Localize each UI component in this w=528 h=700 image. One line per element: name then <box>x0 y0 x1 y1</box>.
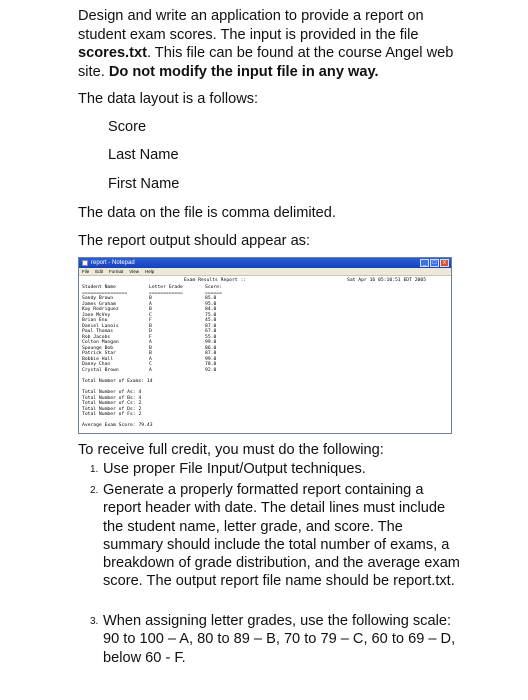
row-letter-grade: B <box>149 345 152 351</box>
row-letter-grade: C <box>149 312 152 318</box>
requirement-3 <box>90 612 473 688</box>
row-letter-grade: A <box>149 356 152 362</box>
rule-score: ====== <box>205 290 222 296</box>
row-student-name: Rob Jacobs <box>82 334 111 340</box>
requirement-text: Use proper File Input/Output techniques. <box>103 461 366 477</box>
report-appear-note: The report output should appear as: <box>78 233 311 249</box>
row-letter-grade: B <box>149 307 152 312</box>
minimize-icon[interactable]: _ <box>420 259 429 267</box>
row-student-name: Jane McVey <box>82 312 111 318</box>
requirement-1 <box>90 460 473 480</box>
row-student-name: Patrick Star <box>82 351 116 356</box>
menu-format[interactable]: Format <box>109 269 124 274</box>
row-score: 67.0 <box>205 329 217 334</box>
breakdown-cs: Total Number of Cs: 2 <box>82 401 142 406</box>
notepad-title-bar <box>79 258 451 268</box>
intro-paragraph <box>78 7 468 81</box>
row-student-name: Sandy Brown <box>82 296 114 301</box>
window-controls <box>420 259 449 267</box>
row-score: 85.0 <box>205 296 217 301</box>
row-student-name: Daniel Lanois <box>82 323 119 329</box>
intro-text: Design and write an application to provide a report on student exam scores. The input is provided in the file <box>78 8 424 43</box>
requirements-heading: To receive full credit, you must do the following: <box>78 442 384 458</box>
menu-view[interactable]: View <box>129 269 139 274</box>
row-score: 84.0 <box>205 307 217 312</box>
layout-heading: The data layout is a follows: <box>78 91 259 107</box>
requirement-number: 1. <box>90 464 99 475</box>
row-letter-grade: D <box>149 329 152 334</box>
row-student-name: Bobbie Hall <box>82 356 114 362</box>
requirement-number: 2. <box>90 485 99 496</box>
average-score: Average Exam Score: 79.43 <box>82 423 153 428</box>
row-letter-grade: B <box>149 296 152 301</box>
row-student-name: Danny Chan <box>82 362 111 367</box>
header-score: Score: <box>205 285 222 290</box>
row-letter-grade: B <box>149 351 152 356</box>
row-score: 78.0 <box>205 362 217 367</box>
menu-help[interactable]: Help <box>144 269 155 274</box>
row-score: 55.0 <box>205 334 217 340</box>
requirement-text: Generate a properly formatted report containing a report header with date. The detail lines must include the student name, letter grade, and score. The summary should include the total number of exams, a breakdown of grade distribution, and the average exam score. The output report file name should be report.txt. <box>103 482 460 590</box>
close-icon[interactable]: x <box>440 259 449 267</box>
header-student-name: Student Name <box>82 285 116 290</box>
menu-file[interactable]: File <box>82 269 90 274</box>
notepad-menu-bar <box>79 268 451 276</box>
report-date: Sat Apr 16 05:10:51 EDT 2005 <box>347 278 427 283</box>
row-student-name: Paul Thomas <box>82 329 114 334</box>
rule-grade: ============ <box>149 290 183 296</box>
row-score: 87.0 <box>205 323 217 329</box>
header-letter-grade: Letter Grade <box>149 285 183 290</box>
rule-name: ================ <box>82 290 128 296</box>
row-score: 95.0 <box>205 301 217 307</box>
row-score: 92.0 <box>205 367 217 373</box>
row-student-name: Spounge Bob <box>82 345 114 351</box>
row-letter-grade: A <box>149 340 152 345</box>
layout-item-score: Score <box>108 119 147 135</box>
breakdown-bs: Total Number of Bs: 4 <box>82 395 142 401</box>
notepad-window <box>78 257 452 434</box>
layout-item-last-name: Last Name <box>108 147 179 163</box>
row-score: 86.0 <box>205 345 217 351</box>
row-score: 45.0 <box>205 318 217 323</box>
row-letter-grade: C <box>149 362 152 367</box>
breakdown-ds: Total Number of Ds: 2 <box>82 406 142 412</box>
row-letter-grade: A <box>149 367 152 373</box>
breakdown-as: Total Number of As: 4 <box>82 390 142 395</box>
notepad-title: report - Notepad <box>91 260 135 266</box>
input-file-name: scores.txt <box>78 45 147 61</box>
row-student-name: Crystal Brown <box>82 367 119 373</box>
row-student-name: Kay Rodriguez <box>82 307 119 312</box>
row-letter-grade: B <box>149 323 152 329</box>
row-score: 87.0 <box>205 351 217 356</box>
row-score: 75.0 <box>205 312 217 318</box>
warning-text: Do not modify the input file in any way. <box>108 63 379 80</box>
row-score: 99.0 <box>205 356 217 362</box>
row-letter-grade: F <box>149 334 152 340</box>
notepad-text-area[interactable] <box>79 276 451 433</box>
requirement-number: 3. <box>90 616 99 627</box>
row-student-name: James Graham <box>82 301 116 307</box>
notepad-icon <box>82 260 88 266</box>
report-title: Exam Results Report :: <box>184 278 247 283</box>
requirement-text: When assigning letter grades, use the following scale: 90 to 100 – A, 80 to 89 – B, 70 to 79 – C, 60 to 69 – D, below 60 - F. <box>103 613 456 666</box>
breakdown-fs: Total Number of Fs: 2 <box>82 412 142 417</box>
row-student-name: Colton Mangan <box>82 340 119 345</box>
total-exams: Total Number of Exams: 14 <box>82 379 153 384</box>
row-student-name: Brian Eno <box>82 318 108 323</box>
row-letter-grade: A <box>149 301 152 307</box>
layout-item-first-name: First Name <box>108 176 180 192</box>
intro-text-2: . This file can be found at the course Angel web site. <box>78 45 454 80</box>
requirement-2 <box>90 481 473 611</box>
row-score: 99.0 <box>205 340 217 345</box>
maximize-icon[interactable]: □ <box>430 259 439 267</box>
delimited-note: The data on the file is comma delimited. <box>78 205 336 221</box>
menu-edit[interactable]: Edit <box>95 269 104 274</box>
row-letter-grade: F <box>149 318 152 323</box>
